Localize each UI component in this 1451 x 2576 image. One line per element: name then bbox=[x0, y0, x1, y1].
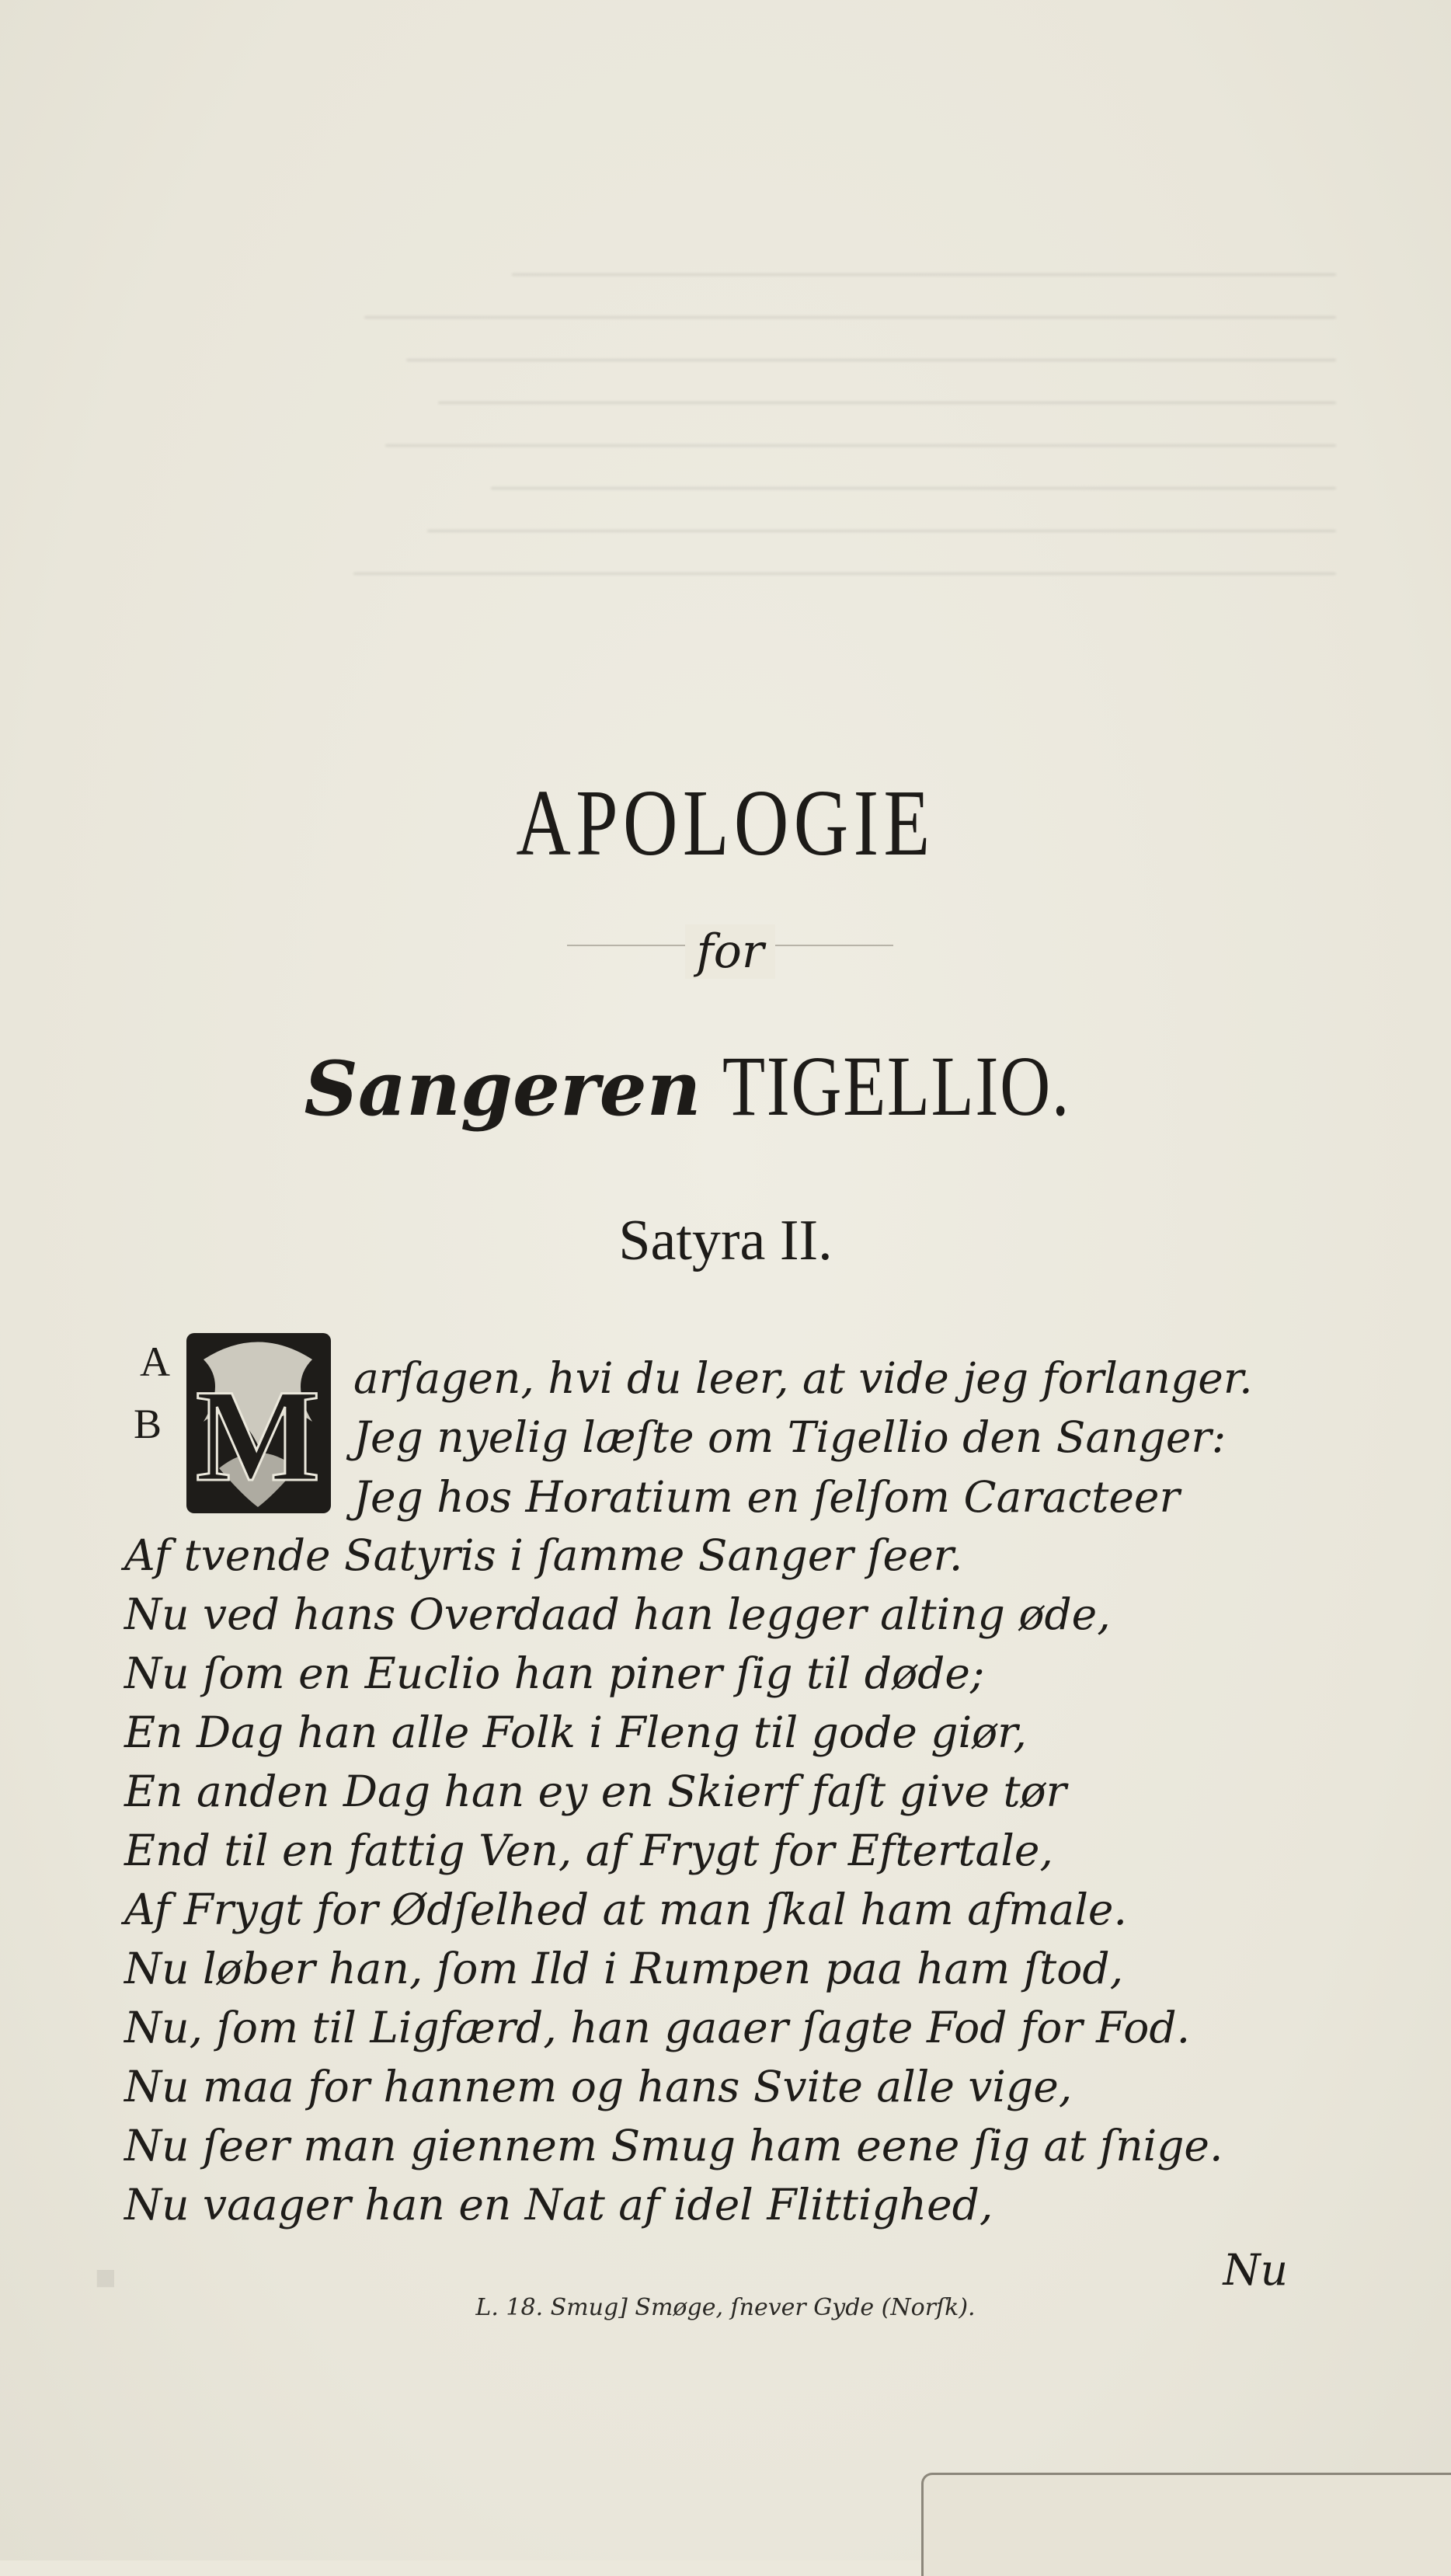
footnote: L. 18. Smug] Smøge, ſnever Gyde (Norſk). bbox=[475, 2294, 976, 2321]
margin-letter-a: A bbox=[140, 1338, 170, 1385]
subtitle-part2: TIGELLIO. bbox=[722, 1039, 1071, 1133]
dropcap-m-ornament bbox=[180, 1328, 336, 1519]
verse-line-9: End til en fattig Ven, af Frygt for Eftertale, bbox=[124, 1826, 1053, 1875]
page-edge-tab bbox=[921, 2473, 1451, 2576]
verse-line-11: Nu løber han, ſom Ild i Rumpen paa ham ſtod, bbox=[124, 1944, 1124, 1993]
bleed-through-signature-mark: ▪ bbox=[93, 2239, 118, 2316]
verse-line-13: Nu maa for hannem og hans Svite alle vige, bbox=[124, 2062, 1073, 2111]
verse-line-12: Nu, ſom til Ligfærd, han gaaer ſagte Fod for Fod. bbox=[124, 2003, 1191, 2052]
for-divider bbox=[567, 924, 893, 979]
margin-letter-b: B bbox=[134, 1401, 162, 1447]
bleed-through-text bbox=[280, 233, 1336, 777]
verse-line-8: En anden Dag han ey en Skierf faſt give tør bbox=[124, 1767, 1067, 1816]
verse-line-3: Jeg hos Horatium en ſelſom Caracteer bbox=[353, 1472, 1180, 1522]
dropcap-letter: M bbox=[195, 1363, 321, 1509]
subtitle-part1: Sangeren bbox=[304, 1045, 701, 1133]
section-heading: Satyra II. bbox=[618, 1209, 833, 1272]
catchword: Nu bbox=[1223, 2245, 1288, 2295]
verse-line-1: arſagen, hvi du leer, at vide jeg forlanger. bbox=[353, 1353, 1253, 1403]
page-title: APOLOGIE bbox=[516, 771, 935, 875]
verse-line-2: Jeg nyelig læſte om Tigellio den Sanger: bbox=[353, 1412, 1227, 1462]
for-word: for bbox=[685, 924, 774, 979]
verse-line-7: En Dag han alle Folk i Fleng til gode giør, bbox=[124, 1707, 1027, 1757]
verse-line-15: Nu vaager han en Nat af idel Flittighed, bbox=[124, 2180, 993, 2230]
verse-line-4: Af tvende Satyris i ſamme Sanger ſeer. bbox=[124, 1530, 963, 1580]
verse-line-6: Nu ſom en Euclio han piner ſig til døde; bbox=[124, 1648, 985, 1698]
subtitle bbox=[0, 1037, 1451, 1136]
verse-line-10: Af Frygt for Ødſelhed at man ſkal ham afmale. bbox=[124, 1885, 1127, 1934]
verse-line-5: Nu ved hans Overdaad han legger alting øde, bbox=[124, 1589, 1111, 1639]
verse-line-14: Nu ſeer man giennem Smug ham eene ſig at ſnige. bbox=[124, 2121, 1223, 2170]
